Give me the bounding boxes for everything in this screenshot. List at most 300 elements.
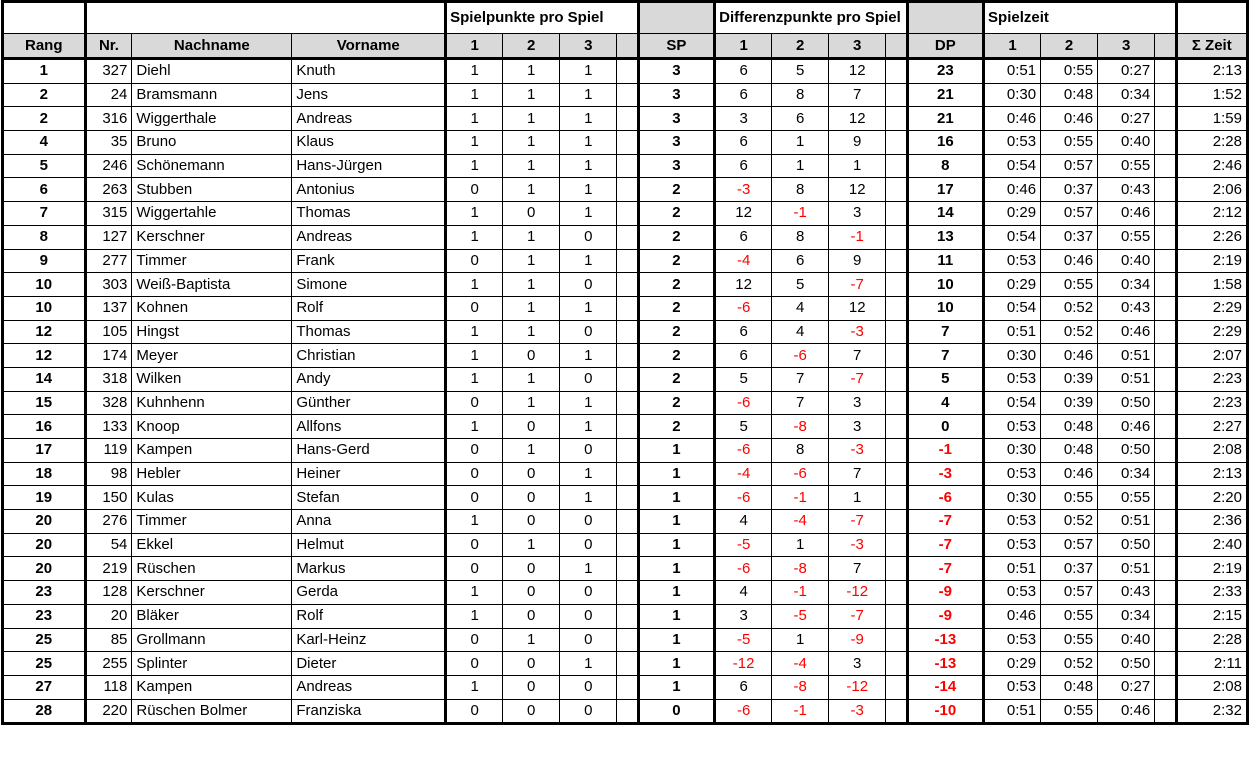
cell-gap (1155, 225, 1176, 249)
cell-zeit-2: 0:48 (1041, 415, 1098, 439)
cell-spielpunkte-3: 0 (560, 628, 617, 652)
cell-zeit-3: 0:46 (1098, 699, 1155, 724)
cell-vorname: Markus (292, 557, 446, 581)
table-row (3, 699, 1248, 724)
cell-gap (1155, 533, 1176, 557)
cell-diff-2: 5 (772, 273, 829, 297)
cell-nachname: Kampen (132, 439, 292, 463)
cell-diff-1: 3 (715, 604, 772, 628)
cell-rang: 17 (3, 439, 86, 463)
cell-gap (886, 652, 907, 676)
cell-zeit-1: 0:29 (984, 273, 1041, 297)
cell-gap (1155, 202, 1176, 226)
cell-spielpunkte-2: 1 (503, 391, 560, 415)
cell-sp: 2 (638, 249, 714, 273)
cell-nr: 219 (85, 557, 132, 581)
cell-rang: 5 (3, 154, 86, 178)
cell-total-time: 2:32 (1176, 699, 1247, 724)
cell-spielpunkte-3: 1 (560, 462, 617, 486)
cell-dp: 13 (907, 225, 983, 249)
cell-spielpunkte-2: 0 (503, 486, 560, 510)
cell-spielpunkte-2: 0 (503, 510, 560, 534)
cell-nr: 24 (85, 83, 132, 107)
cell-gap (617, 604, 638, 628)
cell-gap (617, 628, 638, 652)
cell-vorname: Andreas (292, 107, 446, 131)
cell-total-time: 2:08 (1176, 675, 1247, 699)
cell-diff-1: 6 (715, 344, 772, 368)
cell-dp: -13 (907, 628, 983, 652)
cell-spielpunkte-2: 1 (503, 59, 560, 84)
cell-gap (1155, 296, 1176, 320)
cell-sp: 1 (638, 675, 714, 699)
table-row (3, 249, 1248, 273)
cell-nachname: Rüschen (132, 557, 292, 581)
cell-dp: -7 (907, 557, 983, 581)
cell-spielpunkte-2: 0 (503, 699, 560, 724)
cell-nachname: Kohnen (132, 296, 292, 320)
cell-gap (886, 59, 907, 84)
cell-nr: 220 (85, 699, 132, 724)
cell-zeit-2: 0:46 (1041, 344, 1098, 368)
cell-spielpunkte-3: 1 (560, 83, 617, 107)
cell-dp: 8 (907, 154, 983, 178)
cell-spielpunkte-3: 0 (560, 439, 617, 463)
cell-nachname: Kampen (132, 675, 292, 699)
table-row (3, 178, 1248, 202)
col-header-spiel-2: 2 (503, 34, 560, 59)
cell-vorname: Günther (292, 391, 446, 415)
cell-nachname: Wiggertahle (132, 202, 292, 226)
cell-zeit-3: 0:27 (1098, 107, 1155, 131)
col-header-vorname: Vorname (292, 34, 446, 59)
cell-nr: 150 (85, 486, 132, 510)
cell-vorname: Rolf (292, 604, 446, 628)
cell-diff-2: -5 (772, 604, 829, 628)
cell-zeit-2: 0:37 (1041, 225, 1098, 249)
cell-sp: 1 (638, 486, 714, 510)
cell-nachname: Grollmann (132, 628, 292, 652)
cell-total-time: 2:12 (1176, 202, 1247, 226)
blank-header-cell (638, 2, 714, 34)
cell-zeit-2: 0:46 (1041, 462, 1098, 486)
cell-zeit-1: 0:46 (984, 178, 1041, 202)
cell-nachname: Diehl (132, 59, 292, 84)
cell-gap (1155, 59, 1176, 84)
cell-vorname: Antonius (292, 178, 446, 202)
cell-gap (886, 107, 907, 131)
cell-gap (1155, 344, 1176, 368)
cell-total-time: 1:59 (1176, 107, 1247, 131)
cell-gap (617, 154, 638, 178)
cell-nachname: Splinter (132, 652, 292, 676)
cell-zeit-2: 0:55 (1041, 273, 1098, 297)
cell-nr: 303 (85, 273, 132, 297)
cell-dp: -9 (907, 581, 983, 605)
cell-zeit-2: 0:48 (1041, 675, 1098, 699)
cell-zeit-3: 0:27 (1098, 675, 1155, 699)
cell-spielpunkte-2: 0 (503, 604, 560, 628)
cell-rang: 9 (3, 249, 86, 273)
cell-rang: 20 (3, 510, 86, 534)
cell-dp: 10 (907, 273, 983, 297)
cell-vorname: Thomas (292, 202, 446, 226)
cell-diff-2: -6 (772, 462, 829, 486)
cell-gap (1155, 604, 1176, 628)
cell-vorname: Gerda (292, 581, 446, 605)
cell-diff-3: -12 (829, 675, 886, 699)
cell-zeit-1: 0:30 (984, 439, 1041, 463)
cell-diff-3: 7 (829, 83, 886, 107)
cell-gap (617, 296, 638, 320)
cell-diff-2: 8 (772, 439, 829, 463)
cell-spielpunkte-3: 0 (560, 604, 617, 628)
table-row (3, 320, 1248, 344)
cell-spielpunkte-2: 1 (503, 628, 560, 652)
table-row (3, 59, 1248, 84)
cell-zeit-3: 0:34 (1098, 273, 1155, 297)
cell-nr: 54 (85, 533, 132, 557)
results-table (1, 0, 1249, 725)
cell-zeit-2: 0:57 (1041, 202, 1098, 226)
cell-vorname: Thomas (292, 320, 446, 344)
cell-nachname: Bruno (132, 131, 292, 155)
cell-spielpunkte-1: 0 (446, 462, 503, 486)
cell-sp: 1 (638, 462, 714, 486)
cell-nr: 246 (85, 154, 132, 178)
cell-gap (1155, 462, 1176, 486)
cell-total-time: 2:29 (1176, 296, 1247, 320)
cell-gap (1155, 675, 1176, 699)
cell-gap (617, 439, 638, 463)
cell-gap (617, 533, 638, 557)
cell-vorname: Heiner (292, 462, 446, 486)
table-row (3, 83, 1248, 107)
cell-diff-3: 3 (829, 202, 886, 226)
cell-spielpunkte-1: 1 (446, 415, 503, 439)
cell-zeit-1: 0:53 (984, 581, 1041, 605)
cell-zeit-3: 0:50 (1098, 652, 1155, 676)
cell-diff-1: 5 (715, 367, 772, 391)
cell-total-time: 2:06 (1176, 178, 1247, 202)
cell-spielpunkte-1: 0 (446, 628, 503, 652)
cell-rang: 16 (3, 415, 86, 439)
cell-vorname: Karl-Heinz (292, 628, 446, 652)
cell-spielpunkte-1: 1 (446, 510, 503, 534)
cell-gap (886, 510, 907, 534)
cell-total-time: 1:52 (1176, 83, 1247, 107)
cell-rang: 19 (3, 486, 86, 510)
cell-diff-2: 8 (772, 225, 829, 249)
cell-gap (1155, 415, 1176, 439)
cell-dp: 21 (907, 107, 983, 131)
table-row (3, 225, 1248, 249)
cell-zeit-2: 0:48 (1041, 439, 1098, 463)
cell-diff-3: 12 (829, 296, 886, 320)
cell-vorname: Knuth (292, 59, 446, 84)
cell-nr: 316 (85, 107, 132, 131)
cell-nachname: Kuhnhenn (132, 391, 292, 415)
cell-vorname: Klaus (292, 131, 446, 155)
cell-gap (617, 486, 638, 510)
cell-gap (617, 391, 638, 415)
cell-vorname: Hans-Jürgen (292, 154, 446, 178)
cell-diff-2: -8 (772, 415, 829, 439)
cell-rang: 14 (3, 367, 86, 391)
cell-spielpunkte-1: 0 (446, 557, 503, 581)
table-row (3, 367, 1248, 391)
cell-gap (1155, 178, 1176, 202)
cell-spielpunkte-2: 0 (503, 557, 560, 581)
cell-spielpunkte-3: 1 (560, 131, 617, 155)
cell-rang: 28 (3, 699, 86, 724)
table-row (3, 344, 1248, 368)
cell-gap (1155, 628, 1176, 652)
cell-gap (617, 699, 638, 724)
cell-nr: 276 (85, 510, 132, 534)
cell-vorname: Anna (292, 510, 446, 534)
cell-sp: 3 (638, 107, 714, 131)
cell-zeit-1: 0:29 (984, 652, 1041, 676)
cell-vorname: Frank (292, 249, 446, 273)
cell-dp: -7 (907, 510, 983, 534)
cell-sp: 2 (638, 367, 714, 391)
cell-zeit-1: 0:51 (984, 557, 1041, 581)
cell-zeit-2: 0:46 (1041, 249, 1098, 273)
cell-gap (886, 178, 907, 202)
cell-spielpunkte-2: 1 (503, 249, 560, 273)
cell-nr: 318 (85, 367, 132, 391)
cell-diff-2: 1 (772, 154, 829, 178)
cell-spielpunkte-2: 1 (503, 273, 560, 297)
cell-vorname: Dieter (292, 652, 446, 676)
cell-zeit-3: 0:46 (1098, 320, 1155, 344)
table-row (3, 581, 1248, 605)
cell-spielpunkte-3: 1 (560, 652, 617, 676)
cell-nr: 255 (85, 652, 132, 676)
cell-vorname: Allfons (292, 415, 446, 439)
cell-spielpunkte-3: 1 (560, 557, 617, 581)
cell-rang: 20 (3, 557, 86, 581)
cell-total-time: 2:08 (1176, 439, 1247, 463)
cell-total-time: 2:19 (1176, 557, 1247, 581)
cell-zeit-1: 0:53 (984, 510, 1041, 534)
cell-zeit-3: 0:50 (1098, 439, 1155, 463)
cell-gap (1155, 581, 1176, 605)
cell-nr: 118 (85, 675, 132, 699)
cell-zeit-2: 0:57 (1041, 533, 1098, 557)
cell-gap (1155, 367, 1176, 391)
cell-sp: 0 (638, 699, 714, 724)
cell-dp: -7 (907, 533, 983, 557)
cell-total-time: 2:40 (1176, 533, 1247, 557)
cell-spielpunkte-2: 1 (503, 296, 560, 320)
cell-gap (1155, 486, 1176, 510)
cell-nr: 137 (85, 296, 132, 320)
column-header-row (3, 34, 1248, 59)
cell-vorname: Helmut (292, 533, 446, 557)
cell-diff-3: 3 (829, 391, 886, 415)
cell-gap (886, 486, 907, 510)
cell-diff-3: 3 (829, 652, 886, 676)
cell-sp: 1 (638, 581, 714, 605)
cell-zeit-1: 0:46 (984, 604, 1041, 628)
cell-spielpunkte-3: 1 (560, 107, 617, 131)
cell-gap (886, 83, 907, 107)
table-row (3, 202, 1248, 226)
cell-diff-3: 7 (829, 344, 886, 368)
table-row (3, 628, 1248, 652)
cell-zeit-1: 0:30 (984, 83, 1041, 107)
cell-diff-3: -7 (829, 604, 886, 628)
cell-gap (886, 131, 907, 155)
cell-diff-2: 5 (772, 59, 829, 84)
cell-spielpunkte-1: 1 (446, 83, 503, 107)
cell-dp: 10 (907, 296, 983, 320)
cell-gap (886, 533, 907, 557)
cell-nachname: Meyer (132, 344, 292, 368)
cell-gap (886, 628, 907, 652)
cell-spielpunkte-1: 1 (446, 344, 503, 368)
table-row (3, 510, 1248, 534)
cell-spielpunkte-3: 1 (560, 154, 617, 178)
cell-nr: 133 (85, 415, 132, 439)
cell-rang: 1 (3, 59, 86, 84)
cell-vorname: Franziska (292, 699, 446, 724)
cell-zeit-1: 0:54 (984, 154, 1041, 178)
cell-gap (617, 83, 638, 107)
cell-zeit-2: 0:55 (1041, 486, 1098, 510)
col-header-diff-1: 1 (715, 34, 772, 59)
cell-diff-3: -1 (829, 225, 886, 249)
cell-spielpunkte-3: 1 (560, 202, 617, 226)
cell-nachname: Kerschner (132, 225, 292, 249)
cell-zeit-3: 0:40 (1098, 628, 1155, 652)
cell-diff-1: -6 (715, 296, 772, 320)
cell-diff-2: -8 (772, 557, 829, 581)
cell-gap (1155, 320, 1176, 344)
cell-sp: 2 (638, 225, 714, 249)
cell-spielpunkte-1: 1 (446, 59, 503, 84)
cell-spielpunkte-3: 1 (560, 59, 617, 84)
col-header-nachname: Nachname (132, 34, 292, 59)
cell-diff-2: -8 (772, 675, 829, 699)
cell-zeit-1: 0:51 (984, 320, 1041, 344)
cell-gap (886, 604, 907, 628)
cell-diff-1: -4 (715, 249, 772, 273)
cell-zeit-3: 0:55 (1098, 225, 1155, 249)
cell-zeit-3: 0:34 (1098, 462, 1155, 486)
cell-diff-3: -3 (829, 533, 886, 557)
cell-zeit-3: 0:40 (1098, 249, 1155, 273)
cell-spielpunkte-2: 1 (503, 83, 560, 107)
cell-dp: -13 (907, 652, 983, 676)
table-row (3, 462, 1248, 486)
cell-nr: 328 (85, 391, 132, 415)
cell-gap (1155, 439, 1176, 463)
cell-gap (1155, 83, 1176, 107)
cell-vorname: Rolf (292, 296, 446, 320)
cell-gap (886, 439, 907, 463)
cell-diff-1: 6 (715, 131, 772, 155)
cell-diff-2: 7 (772, 367, 829, 391)
cell-zeit-2: 0:48 (1041, 83, 1098, 107)
cell-diff-2: 4 (772, 296, 829, 320)
cell-gap (1155, 131, 1176, 155)
table-row (3, 652, 1248, 676)
cell-total-time: 2:07 (1176, 344, 1247, 368)
cell-total-time: 2:46 (1176, 154, 1247, 178)
cell-zeit-1: 0:53 (984, 675, 1041, 699)
cell-total-time: 2:20 (1176, 486, 1247, 510)
cell-spielpunkte-1: 1 (446, 320, 503, 344)
cell-zeit-1: 0:53 (984, 628, 1041, 652)
cell-spielpunkte-1: 1 (446, 154, 503, 178)
cell-vorname: Andreas (292, 675, 446, 699)
table-row (3, 533, 1248, 557)
cell-nachname: Hebler (132, 462, 292, 486)
table-row (3, 439, 1248, 463)
cell-dp: -10 (907, 699, 983, 724)
cell-nr: 98 (85, 462, 132, 486)
cell-gap (617, 225, 638, 249)
cell-spielpunkte-1: 0 (446, 178, 503, 202)
cell-gap (1155, 154, 1176, 178)
cell-nr: 174 (85, 344, 132, 368)
cell-gap (617, 510, 638, 534)
cell-zeit-3: 0:27 (1098, 59, 1155, 84)
cell-zeit-2: 0:52 (1041, 296, 1098, 320)
cell-total-time: 2:19 (1176, 249, 1247, 273)
cell-diff-2: 1 (772, 533, 829, 557)
cell-spielpunkte-2: 1 (503, 367, 560, 391)
cell-spielpunkte-1: 0 (446, 296, 503, 320)
cell-diff-2: -6 (772, 344, 829, 368)
cell-spielpunkte-1: 1 (446, 581, 503, 605)
col-header-zeit-3: 3 (1098, 34, 1155, 59)
cell-sp: 2 (638, 415, 714, 439)
cell-gap (1155, 510, 1176, 534)
cell-gap (886, 367, 907, 391)
cell-sp: 3 (638, 131, 714, 155)
cell-gap (617, 462, 638, 486)
cell-total-time: 2:26 (1176, 225, 1247, 249)
cell-nachname: Kulas (132, 486, 292, 510)
cell-zeit-2: 0:37 (1041, 557, 1098, 581)
cell-diff-3: -3 (829, 699, 886, 724)
cell-diff-2: -4 (772, 510, 829, 534)
col-header-zeit-2: 2 (1041, 34, 1098, 59)
cell-diff-2: 8 (772, 178, 829, 202)
cell-dp: 17 (907, 178, 983, 202)
cell-sp: 1 (638, 533, 714, 557)
cell-nr: 85 (85, 628, 132, 652)
cell-gap (886, 699, 907, 724)
cell-diff-2: 6 (772, 107, 829, 131)
cell-spielpunkte-3: 1 (560, 296, 617, 320)
cell-diff-1: 6 (715, 83, 772, 107)
cell-sp: 2 (638, 178, 714, 202)
cell-spielpunkte-1: 0 (446, 391, 503, 415)
cell-diff-1: -4 (715, 462, 772, 486)
cell-diff-3: 9 (829, 131, 886, 155)
cell-spielpunkte-3: 1 (560, 249, 617, 273)
cell-gap (886, 344, 907, 368)
cell-dp: 4 (907, 391, 983, 415)
cell-gap (1155, 652, 1176, 676)
cell-nachname: Schönemann (132, 154, 292, 178)
cell-diff-2: -1 (772, 699, 829, 724)
